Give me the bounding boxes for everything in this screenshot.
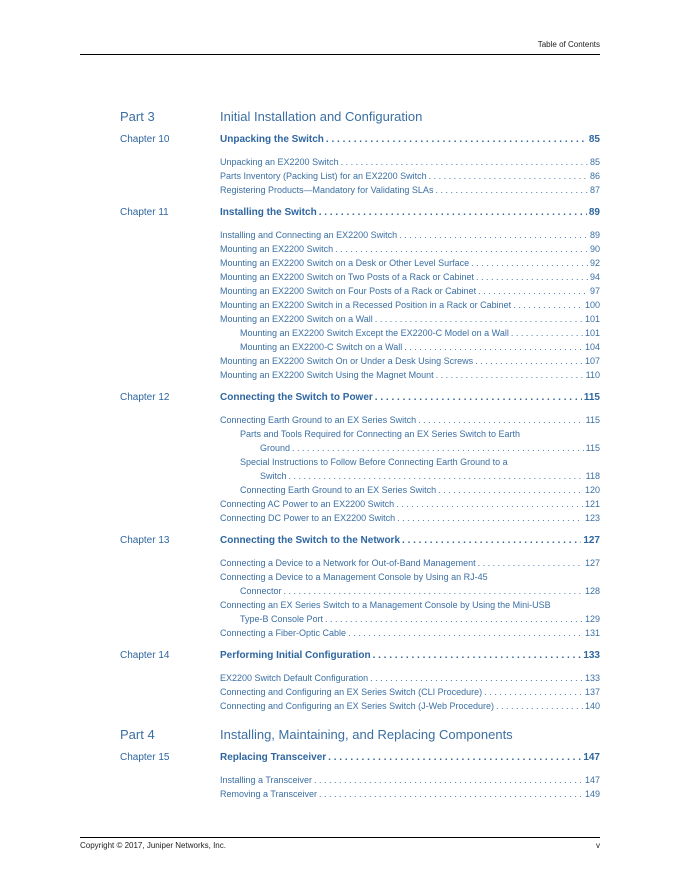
header-title: Table of Contents	[537, 40, 600, 49]
toc-entry[interactable]: Connecting Earth Ground to an EX Series Switch . . . 115	[220, 413, 600, 427]
toc-entry[interactable]: Connecting and Configuring an EX Series Switch (CLI Procedure) . . . 137	[220, 685, 600, 699]
chapter-13[interactable]	[120, 535, 600, 551]
toc-entry[interactable]: Connecting AC Power to an EX2200 Switch . . . 121	[220, 497, 600, 511]
chapter-10[interactable]	[120, 134, 600, 150]
chapter-label: Chapter 14	[120, 650, 170, 661]
toc-entry-cont[interactable]: Type-B Console Port . . . 129	[220, 612, 600, 626]
toc-entry[interactable]: Mounting an EX2200 Switch in a Recessed Position in a Rack or Cabinet . . . 100	[220, 298, 600, 312]
chapter-title-row[interactable]: Performing Initial Configuration . . . 133	[220, 650, 600, 661]
toc-entry-firstline[interactable]: Connecting a Device to a Management Console by Using an RJ-45	[220, 572, 488, 582]
toc-subentry-cont[interactable]: Switch . . . 118	[240, 469, 600, 483]
toc-entry[interactable]: Mounting an EX2200 Switch on a Desk or Other Level Surface . . . 92	[220, 256, 600, 270]
toc-subentry-firstline[interactable]: Parts and Tools Required for Connecting an EX Series Switch to Earth	[240, 429, 520, 439]
toc-entry[interactable]: Mounting an EX2200 Switch on Four Posts of a Rack or Cabinet . . . 97	[220, 284, 600, 298]
toc-entry[interactable]: Connecting and Configuring an EX Series Switch (J-Web Procedure) . . . 140	[220, 699, 600, 713]
toc-entry[interactable]: Installing and Connecting an EX2200 Switch . . . 89	[220, 228, 600, 242]
toc-entry[interactable]: Registering Products—Mandatory for Validating SLAs . . . 87	[220, 183, 600, 197]
chapter-title-row[interactable]: Replacing Transceiver . . . 147	[220, 752, 600, 763]
toc-entry-cont[interactable]: Connector . . . 128	[220, 584, 600, 598]
toc-entry[interactable]: Connecting a Fiber-Optic Cable . . . 131	[220, 626, 600, 640]
toc-entry[interactable]: Connecting DC Power to an EX2200 Switch . . . 123	[220, 511, 600, 525]
toc-entry[interactable]: Mounting an EX2200 Switch On or Under a Desk Using Screws . . . 107	[220, 354, 600, 368]
toc-subentry-cont[interactable]: Ground . . . 115	[240, 441, 600, 455]
chapter-15[interactable]	[120, 752, 600, 768]
toc-entry[interactable]: Installing a Transceiver . . . 147	[220, 773, 600, 787]
part-title: Installing, Maintaining, and Replacing Components	[220, 727, 513, 742]
chapter-12[interactable]	[120, 392, 600, 408]
toc-entry[interactable]: Mounting an EX2200 Switch Using the Magnet Mount . . . 110	[220, 368, 600, 382]
chapter-14[interactable]	[120, 650, 600, 666]
part-label: Part 4	[120, 727, 155, 742]
chapter-11[interactable]	[120, 207, 600, 223]
page-number: v	[596, 841, 600, 850]
toc-entry[interactable]: Unpacking an EX2200 Switch . . . 85	[220, 155, 600, 169]
chapter-label: Chapter 12	[120, 392, 170, 403]
chapter-label: Chapter 11	[120, 207, 169, 218]
chapter-label: Chapter 13	[120, 535, 170, 546]
toc-entry[interactable]: Parts Inventory (Packing List) for an EX2200 Switch . . . 86	[220, 169, 600, 183]
chapter-label: Chapter 15	[120, 752, 170, 763]
chapter-title-row[interactable]: Unpacking the Switch . . . 85	[220, 134, 600, 145]
toc-entry[interactable]: Mounting an EX2200 Switch on Two Posts of a Rack or Cabinet . . . 94	[220, 270, 600, 284]
toc-subentry[interactable]: Connecting Earth Ground to an EX Series Switch . . . 120	[240, 483, 600, 497]
chapter-title-row[interactable]: Installing the Switch . . . 89	[220, 207, 600, 218]
toc-entry[interactable]: Mounting an EX2200 Switch . . . 90	[220, 242, 600, 256]
toc-subentry[interactable]: Mounting an EX2200 Switch Except the EX2200-C Model on a Wall . . . 101	[240, 326, 600, 340]
part-heading	[120, 727, 600, 747]
toc-entry[interactable]: EX2200 Switch Default Configuration . . . 133	[220, 671, 600, 685]
part-heading	[120, 109, 600, 129]
toc-entry[interactable]: Mounting an EX2200 Switch on a Wall . . . 101	[220, 312, 600, 326]
toc-entry-firstline[interactable]: Connecting an EX Series Switch to a Management Console by Using the Mini-USB	[220, 600, 551, 610]
chapter-title-row[interactable]: Connecting the Switch to Power . . . 115	[220, 392, 600, 403]
toc-entry[interactable]: Connecting a Device to a Network for Out-of-Band Management . . . 127	[220, 556, 600, 570]
toc-subentry-firstline[interactable]: Special Instructions to Follow Before Connecting Earth Ground to a	[240, 457, 508, 467]
toc-subentry[interactable]: Mounting an EX2200-C Switch on a Wall . . . 104	[240, 340, 600, 354]
part-title: Initial Installation and Configuration	[220, 109, 423, 124]
toc-entry[interactable]: Removing a Transceiver . . . 149	[220, 787, 600, 801]
toc	[120, 109, 600, 801]
page-footer	[80, 837, 600, 850]
chapter-title-row[interactable]: Connecting the Switch to the Network . . . 127	[220, 535, 600, 546]
part-label: Part 3	[120, 109, 155, 124]
page-header	[80, 40, 600, 55]
chapter-label: Chapter 10	[120, 134, 170, 145]
copyright-text: Copyright © 2017, Juniper Networks, Inc.	[80, 841, 226, 850]
